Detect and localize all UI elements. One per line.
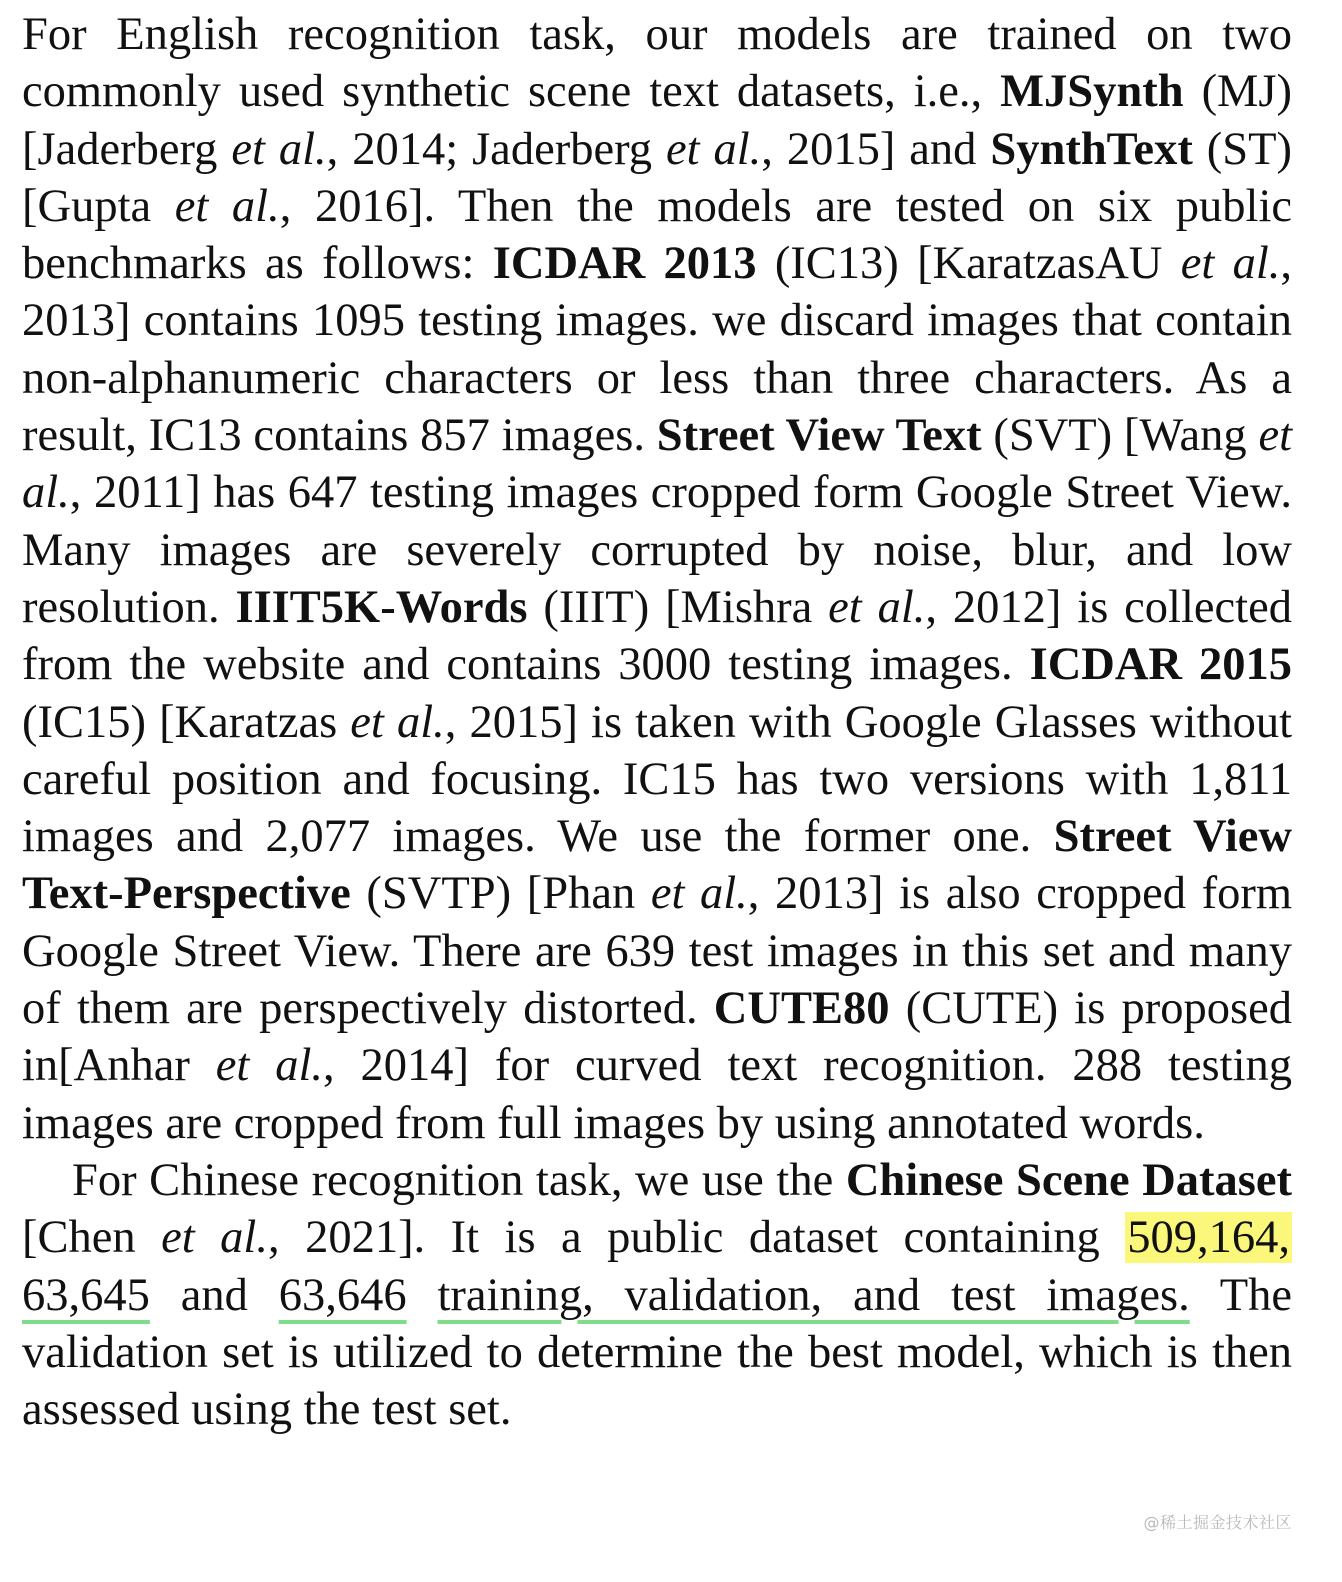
text-run: , 2016]. Then the models are tested on six public benchmarks as follows: (22, 180, 1293, 290)
text-run: , 2014; Jaderberg (326, 123, 666, 175)
dataset-name-chinese-scene: Chinese Scene Dataset (845, 1154, 1292, 1206)
text-run: (ST) [Gupta (22, 123, 1292, 232)
dataset-name-svtp: Street View Text-Perspective (22, 811, 1292, 920)
citation-et-al: et al. (161, 1212, 268, 1264)
dataset-name-icdar2015: ICDAR 2015 (1029, 639, 1293, 691)
text-run: The validation set is utilized to determine the best model, which is then assessed using the test set. (22, 1269, 1293, 1436)
paragraph-chinese-dataset (22, 1152, 1292, 1438)
text-run: , 2021]. It is a public dataset containing (267, 1212, 1126, 1264)
citation-et-al: et al. (174, 180, 280, 232)
citation-et-al: et al. (350, 696, 445, 748)
text-run: (IC13) [KaratzasAU (756, 238, 1181, 290)
dataset-name-iiit5k: IIIT5K-Words (235, 581, 528, 633)
text-run: For Chinese recognition task, we use the (72, 1154, 846, 1206)
underline-validation-count: 63,645 (22, 1269, 150, 1321)
text-run: (IIIT) [Mishra (527, 581, 829, 633)
dataset-name-icdar2013: ICDAR 2013 (492, 238, 757, 290)
citation-et-al: et al. (22, 410, 1292, 519)
citation-et-al: et al. (650, 868, 748, 920)
dataset-name-svt: Street View Text (656, 410, 982, 462)
underline-test-count: 63,646 (278, 1269, 407, 1321)
text-run: , 2014] for curved text recognition. 288 testing images are cropped from full images by using annotated words. (22, 1040, 1292, 1149)
dataset-name-mjsynth: MJSynth (1000, 66, 1184, 118)
text-run: , 2015] and (761, 123, 991, 175)
text-run: (SVTP) [Phan (350, 868, 651, 920)
text-run: , 2012] is collected from the website and contains 3000 testing images. (22, 581, 1292, 691)
text-run: (IC15) [Karatzas (22, 696, 351, 748)
text-run: (SVT) [Wang (981, 410, 1259, 462)
paper-text-column (22, 6, 1292, 1438)
paragraph-english-datasets (22, 6, 1292, 1152)
text-run: , 2013] contains 1095 testing images. we discard images that contain non-alphanumeric characters or less than three characters. As a result, IC13 contains 857 images. (22, 238, 1292, 462)
citation-et-al: et al. (215, 1040, 324, 1092)
citation-et-al: et al. (231, 123, 327, 175)
text-run: (MJ) [Jaderberg (22, 66, 1292, 175)
text-run: , 2015] is taken with Google Glasses without careful position and focusing. IC15 has two versions with 1,811 images and 2,077 images. We use the former one. (22, 696, 1292, 863)
highlight-training-count: 509,164, (1127, 1212, 1290, 1264)
watermark: @稀土掘金技术社区 (1143, 1513, 1292, 1532)
text-run (407, 1270, 438, 1321)
text-run: For English recognition task, our models are trained on two commonly used synthetic scene text datasets, i.e., (22, 9, 1292, 118)
text-run: (CUTE) is proposed in[Anhar (22, 983, 1292, 1092)
text-run: , 2013] is also cropped form Google Street View. There are 639 test images in this set and many of them are perspectively distorted. (22, 868, 1292, 1035)
citation-et-al: et al. (1180, 238, 1281, 290)
text-run: , 2011] has 647 testing images cropped form Google Street View. Many images are severely corrupted by noise, blur, and low resolution. (22, 467, 1292, 633)
citation-et-al: et al. (665, 123, 762, 175)
citation-et-al: et al. (828, 581, 926, 633)
dataset-name-cute80: CUTE80 (713, 983, 890, 1035)
underline-split-phrase: training, validation, and test images. (437, 1269, 1190, 1321)
text-run: [Chen (22, 1212, 162, 1264)
text-run: and (149, 1269, 279, 1321)
dataset-name-synthtext: SynthText (990, 123, 1193, 175)
